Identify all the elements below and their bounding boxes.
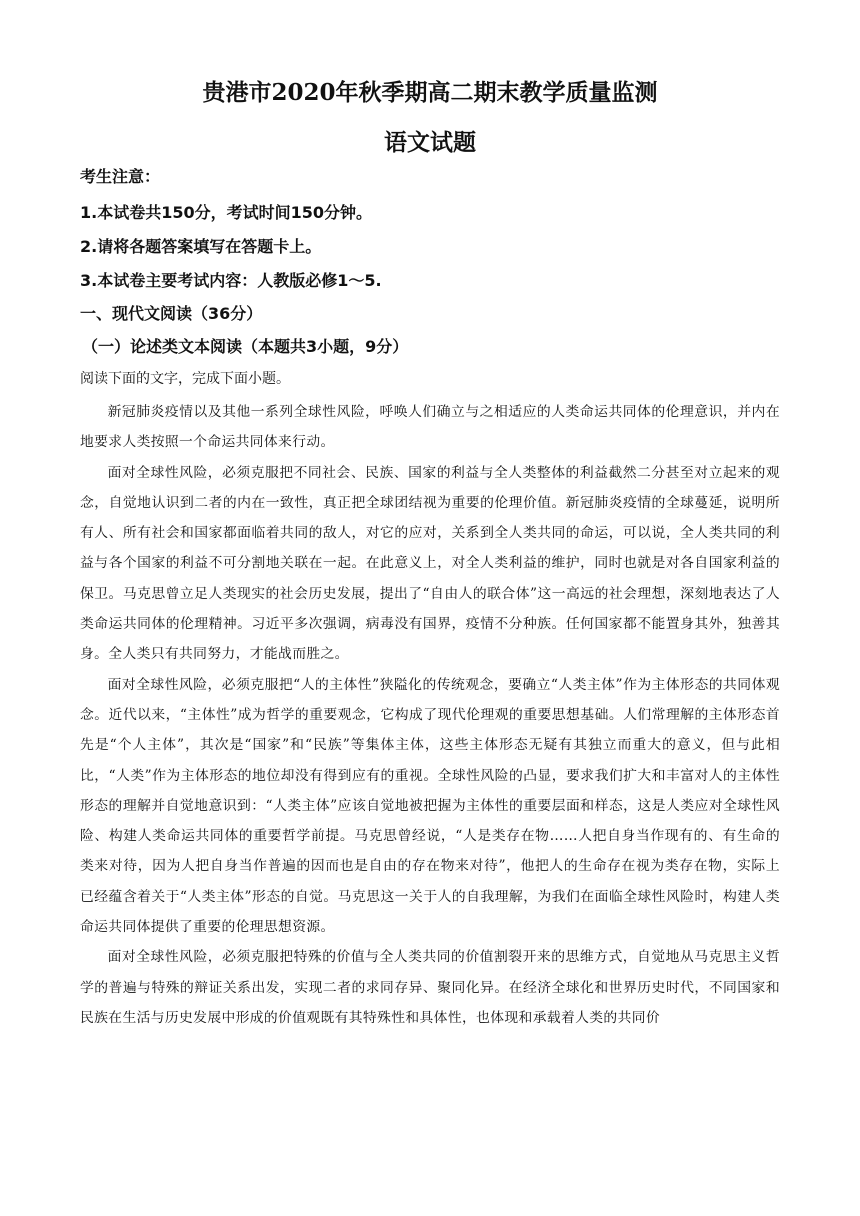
reading-instruction: 阅读下面的文字，完成下面小题。: [80, 371, 290, 387]
notice-heading: 考生注意：: [80, 167, 161, 186]
section-heading-part1: 一、现代文阅读（36分）: [80, 304, 263, 323]
document-subtitle: 语文试题: [384, 129, 476, 156]
notice-item-2: 2.请将各题答案填写在答题卡上。: [80, 237, 322, 256]
notice-item-3: 3.本试卷主要考试内容：人教版必修1～5.: [80, 271, 382, 290]
passage-paragraph-4: 面对全球性风险，必须克服把特殊的价值与全人类共同的价值割裂开来的思维方式，自觉地从马克思主义哲学的普遍与特殊的辩证关系出发，实现二者的求同存异、聚同化异。在经济全球化和世界历史时代，不同国家和民族在生活与历史发展中形成的价值观既有其特殊性和具体性，也体现和承载着人类的共同价: [80, 949, 780, 1026]
passage-paragraph-3: 面对全球性风险，必须克服把“人的主体性”狭隘化的传统观念，要确立“人类主体”作为主体形态的共同体观念。近代以来，“主体性”成为哲学的重要观念，它构成了现代伦理观的重要思想基础。人们常理解的主体形态首先是“个人主体”，其次是“国家”和“民族”等集体主体，这些主体形态无疑有其独立而重大的意义，但与此相比，“人类”作为主体形态的地位却没有得到应有的重视。全球性风险的凸显，要求我们扩大和丰富对人的主体性形态的理解并自觉地意识到：“人类主体”应该自觉地被把握为主体性的重要层面和样态，这是人类应对全球性风险、构建人类命运共同体的重要哲学前提。马克思曾经说，“人是类存在物……人把自身当作现有的、有生命的类来对待，因为人把自身当作普遍的因而也是自由的存在物来对待”，他把人的生命存在视为类存在物，实际上已经蕴含着关于“人类主体”形态的自觉。马克思这一关于人的自我理解，为我们在面临全球性风险时，构建人类命运共同体提供了重要的伦理思想资源。: [80, 676, 780, 936]
passage-paragraph-2: 面对全球性风险，必须克服把不同社会、民族、国家的利益与全人类整体的利益截然二分甚至对立起来的观念，自觉地认识到二者的内在一致性，真正把全球团结视为重要的伦理价值。新冠肺炎疫情的全球蔓延，说明所有人、所有社会和国家都面临着共同的敌人，对它的应对，关系到全人类共同的命运，可以说，全人类共同的利益与各个国家的利益不可分割地关联在一起。在此意义上，对全人类利益的维护，同时也就是对各自国家利益的保卫。马克思曾立足人类现实的社会历史发展，提出了“自由人的联合体”这一高远的社会理想，深刻地表达了人类命运共同体的伦理精神。习近平多次强调，病毒没有国界，疫情不分种族。任何国家都不能置身其外，独善其身。全人类只有共同努力，才能战而胜之。: [80, 464, 780, 663]
reading-passage: [80, 397, 780, 1033]
passage-paragraph-1: 新冠肺炎疫情以及其他一系列全球性风险，呼唤人们确立与之相适应的人类命运共同体的伦理意识，并内在地要求人类按照一个命运共同体来行动。: [80, 404, 780, 451]
notice-item-1: 1.本试卷共150分，考试时间150分钟。: [80, 203, 373, 222]
section-heading-part1-sub1: （一）论述类文本阅读（本题共3小题，9分）: [82, 337, 409, 356]
document-title: 贵港市2020年秋季期高二期末教学质量监测: [202, 79, 658, 106]
